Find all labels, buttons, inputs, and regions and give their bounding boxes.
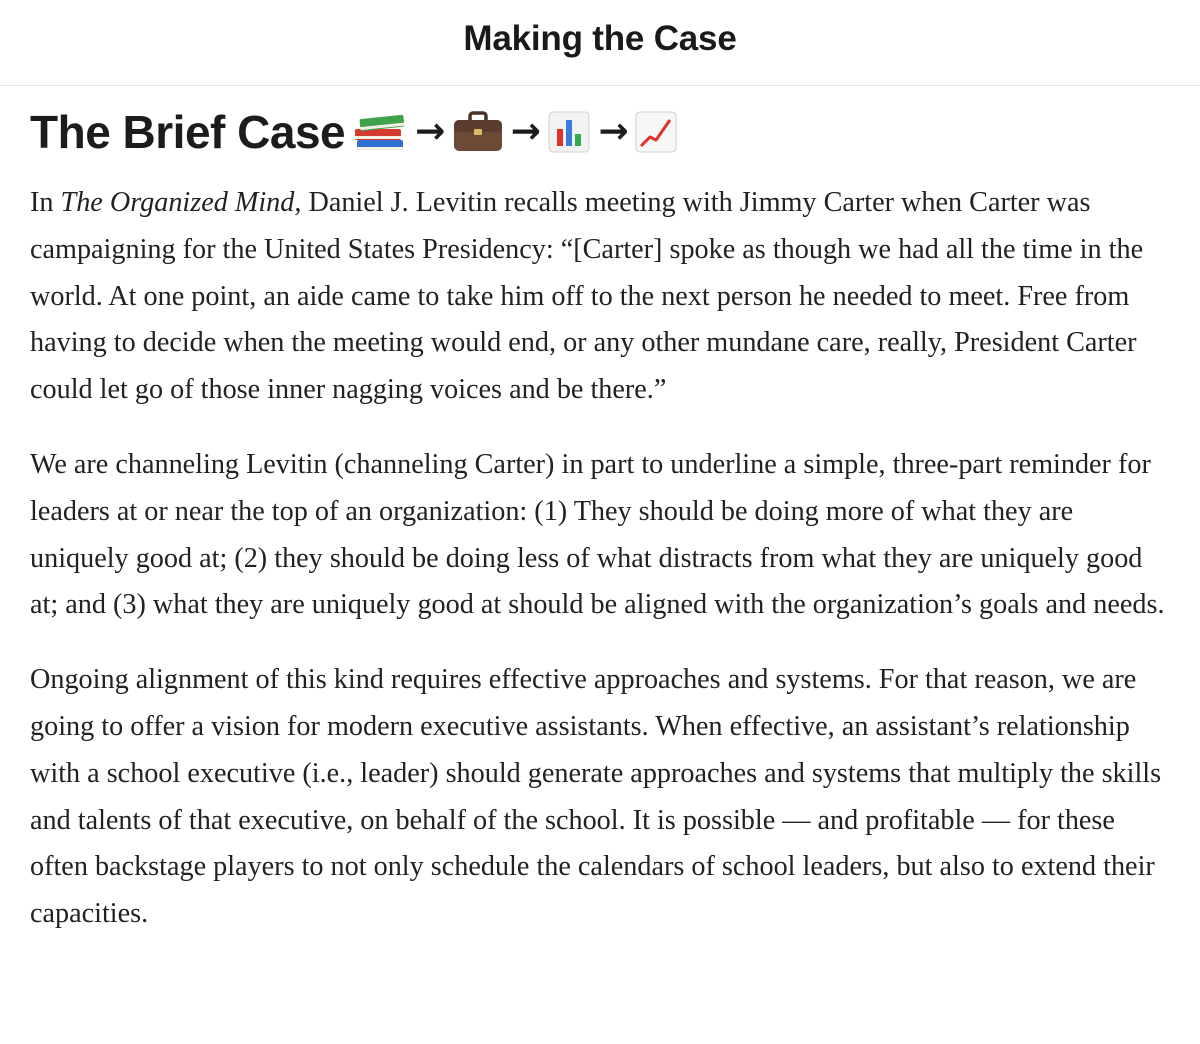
bar-chart-icon bbox=[546, 109, 592, 155]
briefcase-icon bbox=[451, 110, 505, 154]
books-icon bbox=[351, 110, 409, 154]
site-title[interactable]: Making the Case bbox=[463, 18, 737, 58]
arrow-right-icon: → bbox=[510, 111, 541, 152]
paragraph-1-text: Daniel J. Levitin recalls meeting with Jimmy Carter when Carter was campaigning for the United States Presidency: “[Carter] spoke as though we had all the time in the world. At one point, an aide came to take him off to the next person he needed to meet. Free from having to decide when the meeting would end, or any other mundane care, really, President Carter could let go of those inner nagging voices and be there.” bbox=[30, 187, 1144, 406]
title-emoji-sequence bbox=[351, 102, 678, 162]
paragraph-1 bbox=[30, 180, 1170, 414]
paragraph-3: Ongoing alignment of this kind requires effective approaches and systems. For that reason, we are going to offer a vision for modern executive assistants. When effective, an assistant’s relationship with a school executive (i.e., leader) should generate approaches and systems that multiply the skills and talents of that executive, on behalf of the school. It is possible — and profitable — for these often backstage players to not only schedule the calendars of school leaders, but also to extend their capacities. bbox=[30, 664, 1162, 930]
article bbox=[0, 102, 1200, 938]
site-header bbox=[0, 0, 1200, 86]
arrow-right-icon: → bbox=[598, 111, 629, 152]
post-title-text: The Brief Case bbox=[30, 106, 346, 158]
book-title: The Organized Mind, bbox=[60, 187, 302, 218]
paragraph-2: We are channeling Levitin (channeling Carter) in part to underline a simple, three-part reminder for leaders at or near the top of an organization: (1) They should be doing more of what they are uniquely good at; (2) they should be doing less of what distracts from what they are uniquely good at; and (3) what they are uniquely good at should be aligned with the organization’s goals and needs. bbox=[30, 448, 1165, 621]
paragraph-1-lead: In bbox=[30, 187, 61, 218]
post-title bbox=[30, 102, 1170, 162]
arrow-right-icon: → bbox=[415, 111, 445, 152]
chart-increasing-icon bbox=[634, 110, 678, 154]
